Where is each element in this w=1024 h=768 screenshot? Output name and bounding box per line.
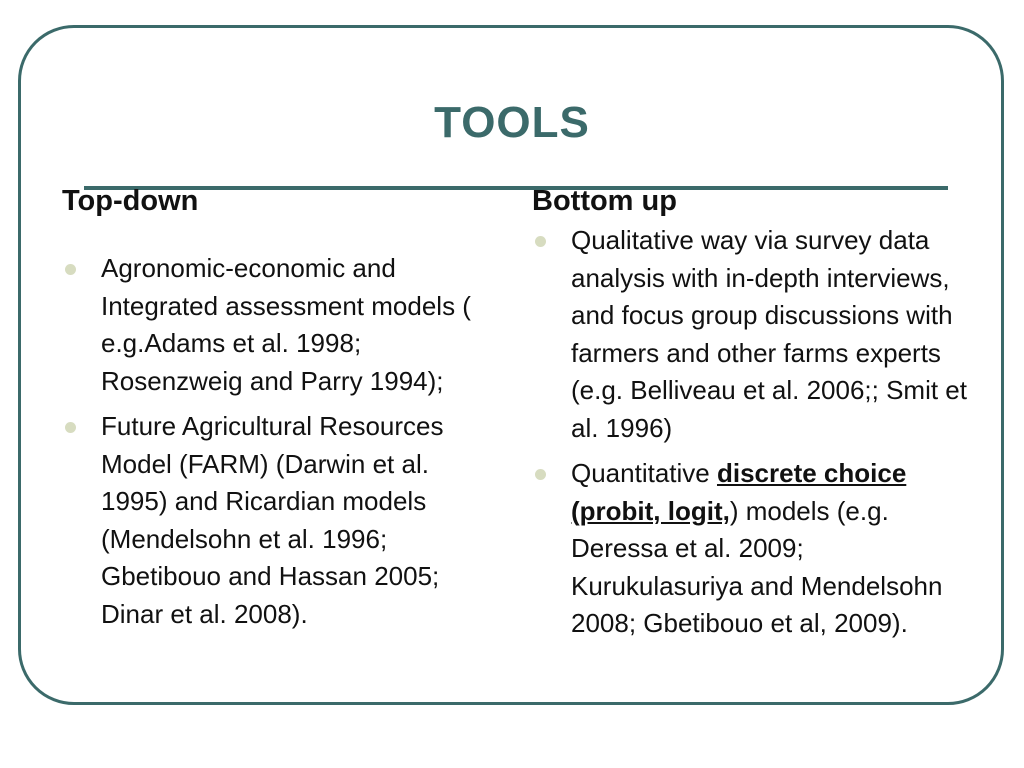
list-item bbox=[62, 250, 482, 400]
list-item bbox=[532, 222, 972, 447]
list-item-text: Agronomic-economic and Integrated assessment models ( e.g.Adams et al. 1998; Rosenzweig and Parry 1994); bbox=[101, 253, 471, 396]
bottom-up-list bbox=[532, 222, 972, 651]
list-item-suffix: ) models (e.g. Deressa et al. 2009; Kurukulasuriya and Mendelsohn 2008; Gbetibouo et al, 2009). bbox=[571, 495, 943, 638]
title-divider bbox=[84, 186, 948, 190]
bullet-icon bbox=[535, 236, 546, 247]
top-down-list bbox=[62, 250, 482, 641]
list-item bbox=[62, 408, 482, 633]
bullet-icon bbox=[65, 264, 76, 275]
list-item bbox=[532, 455, 972, 643]
top-down-heading: Top-down bbox=[62, 185, 199, 217]
slide-title: TOOLS bbox=[434, 98, 590, 147]
discrete-choice-emphasis: discrete choice (probit, logit, bbox=[571, 458, 907, 526]
bullet-icon bbox=[535, 469, 546, 480]
list-item-text: Future Agricultural Resources Model (FARM) (Darwin et al. 1995) and Ricardian models (Mendelsohn et al. 1996; Gbetibouo and Hassan 2005; Dinar et al. 2008). bbox=[101, 411, 444, 629]
bottom-up-heading: Bottom up bbox=[532, 185, 677, 217]
bullet-icon bbox=[65, 422, 76, 433]
list-item-prefix: Quantitative bbox=[571, 458, 717, 488]
list-item-text: Qualitative way via survey data analysis with in-depth interviews, and focus group discussions with farmers and other farms experts (e.g. Belliveau et al. 2006;; Smit et al. 1996) bbox=[571, 225, 967, 443]
